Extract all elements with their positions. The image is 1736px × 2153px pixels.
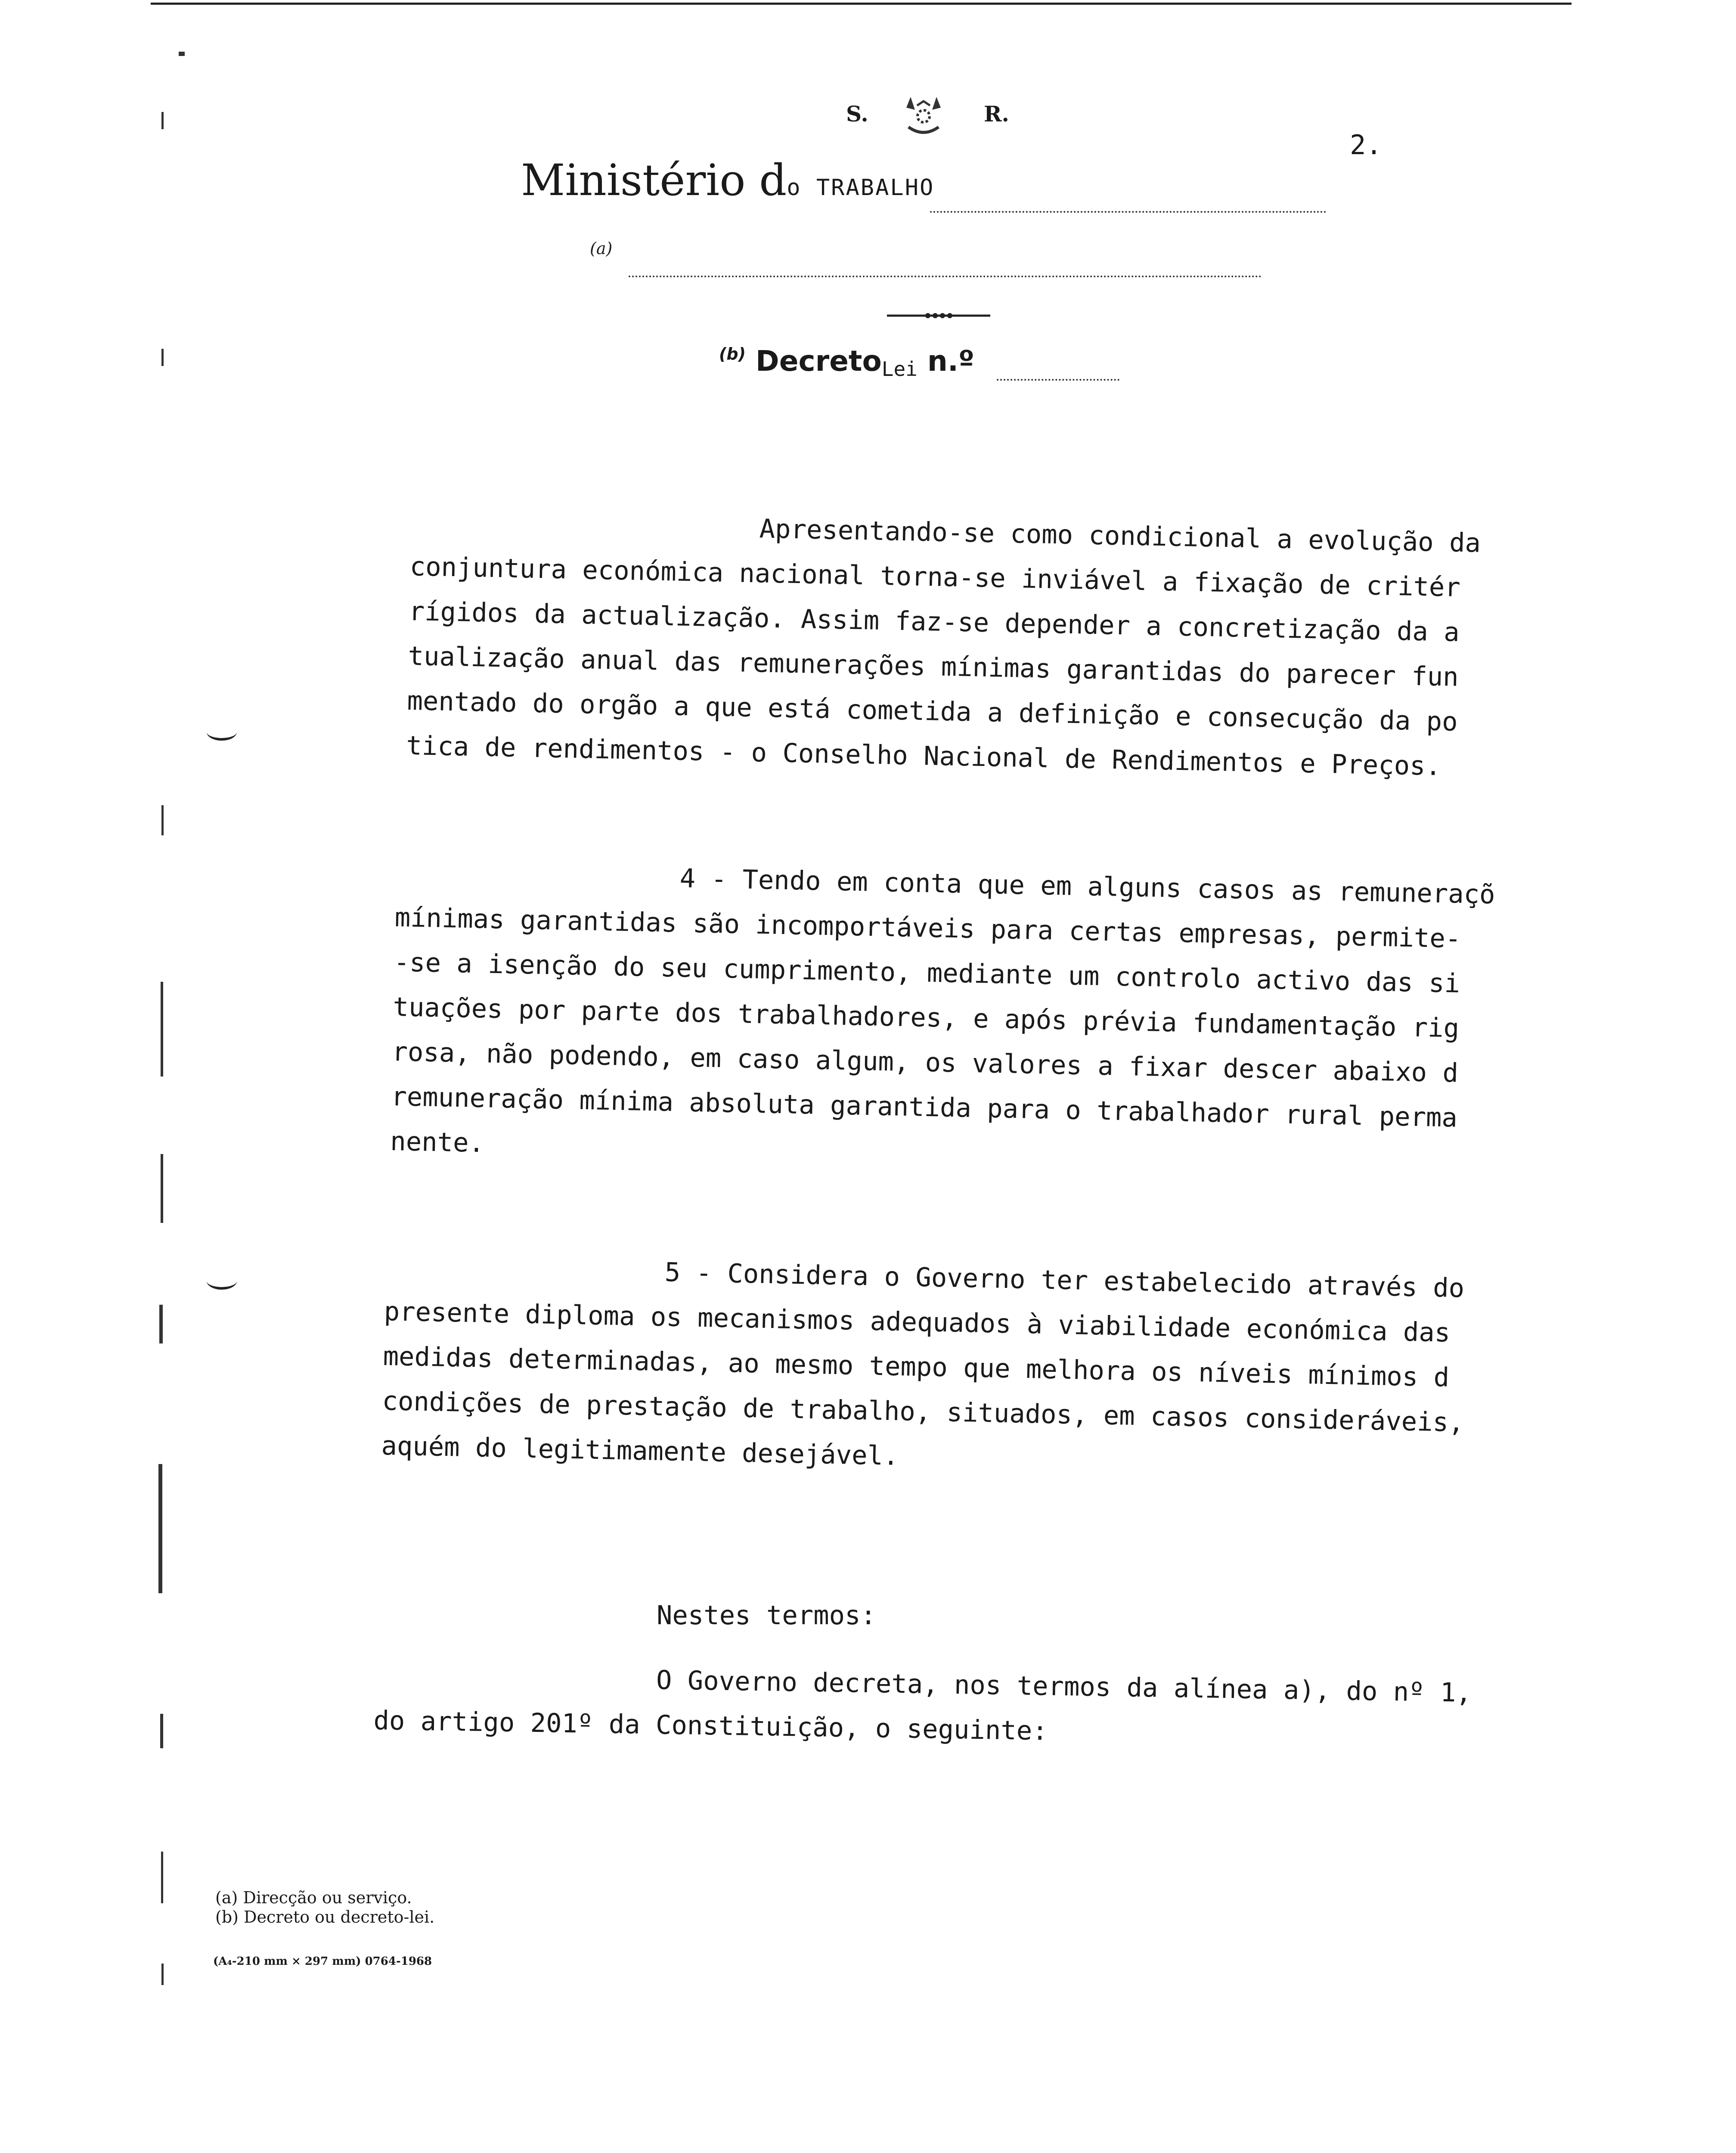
header-mark-left: S.	[846, 101, 868, 127]
decree-word: Decreto	[755, 344, 882, 378]
margin-mark	[161, 805, 164, 835]
paragraph-4	[390, 850, 1495, 1186]
margin-mark	[159, 1305, 163, 1343]
paragraph-line: aquém do legitimamente desejável.	[381, 1430, 899, 1472]
ministry-prefix: Ministério d	[521, 155, 787, 205]
paragraph-line: condições de prestação de trabalho, situados, em casos consideráveis,	[381, 1386, 1465, 1438]
decree-label-b: (b)	[719, 344, 746, 363]
ministry-fill-in: o TRABALHO	[787, 175, 935, 201]
margin-mark	[161, 1154, 163, 1223]
paragraph-line: rosa, não podendo, em caso algum, os valores a fixar descer abaixo d	[391, 1036, 1459, 1089]
margin-mark	[158, 1464, 162, 1593]
paragraph-line: rígidos da actualização. Assim faz-se depender a concretização da a	[409, 596, 1460, 648]
paragraph-line: medidas determinadas, ao mesmo tempo que melhora os níveis mínimos d	[383, 1341, 1450, 1393]
footnote-b: (b) Decreto ou decreto-lei.	[215, 1908, 435, 1927]
margin-mark	[179, 52, 185, 56]
ornament-divider-icon	[887, 312, 990, 319]
margin-mark	[161, 1852, 163, 1903]
paragraph-line: mentado do orgão a que está cometida a definição e consecução da po	[406, 686, 1458, 737]
footnote-a: (a) Direcção ou serviço.	[215, 1888, 412, 1907]
margin-mark	[161, 112, 164, 129]
margin-bracket-mark	[207, 723, 237, 741]
decree-heading	[719, 344, 975, 381]
decree-fill-in: Lei	[881, 357, 918, 381]
margin-mark	[161, 1964, 164, 1985]
paragraph-line: Apresentando-se como condicional a evolução da	[759, 514, 1481, 558]
coat-of-arms-icon	[898, 93, 949, 140]
service-dotted-line	[629, 276, 1262, 277]
paragraph-line: conjuntura económica nacional torna-se inviável a fixação de critér	[409, 551, 1461, 603]
margin-bracket-mark	[207, 1272, 237, 1290]
margin-mark	[161, 982, 163, 1076]
closing-decree-statement	[373, 1654, 1472, 1760]
paragraph-line: tualização anual das remunerações mínimas garantidas do parecer fun	[407, 641, 1459, 692]
paragraph-line: nente.	[390, 1126, 485, 1159]
ministry-dotted-line	[930, 211, 1326, 213]
closing-nestes-termos: Nestes termos:	[657, 1601, 876, 1631]
paragraph-line: presente diploma os mecanismos adequados à viabilidade económica das	[384, 1296, 1451, 1348]
decree-number-label: n.º	[927, 344, 975, 378]
paragraph-line: remuneração mínima absoluta garantida para o trabalhador rural perma	[391, 1081, 1458, 1133]
paragraph-5	[381, 1244, 1467, 1490]
margin-mark	[160, 1714, 163, 1748]
paragraph-line: 4 - Tendo em conta que em alguns casos as remuneraçõ	[679, 863, 1496, 910]
form-code: (A₄-210 mm × 297 mm) 0764-1968	[213, 1955, 432, 1968]
margin-mark	[161, 349, 164, 366]
label-a: (a)	[590, 239, 613, 258]
paragraph-line: 5 - Considera o Governo ter estabelecido através do	[664, 1257, 1465, 1304]
paragraph-line: mínimas garantidas são incomportáveis para certas empresas, permite-	[394, 902, 1461, 954]
decree-number-dotted-line	[997, 379, 1119, 381]
paragraph-3	[406, 499, 1481, 790]
paragraph-line: do artigo 201º da Constituição, o seguinte:	[373, 1705, 1048, 1747]
header-mark-right: R.	[984, 101, 1009, 127]
paragraph-line: -se a isenção do seu cumprimento, mediante um controlo activo das si	[394, 947, 1460, 999]
paragraph-line: tica de rendimentos - o Conselho Nacional de Rendimentos e Preços.	[406, 730, 1442, 782]
page-number: 2.	[1350, 129, 1382, 161]
paragraph-line: O Governo decreta, nos termos da alínea a), do nº 1,	[656, 1665, 1472, 1709]
paragraph-line: tuações por parte dos trabalhadores, e após prévia fundamentação rig	[392, 992, 1460, 1044]
ministry-heading	[521, 155, 934, 205]
top-edge-rule	[151, 3, 1572, 5]
